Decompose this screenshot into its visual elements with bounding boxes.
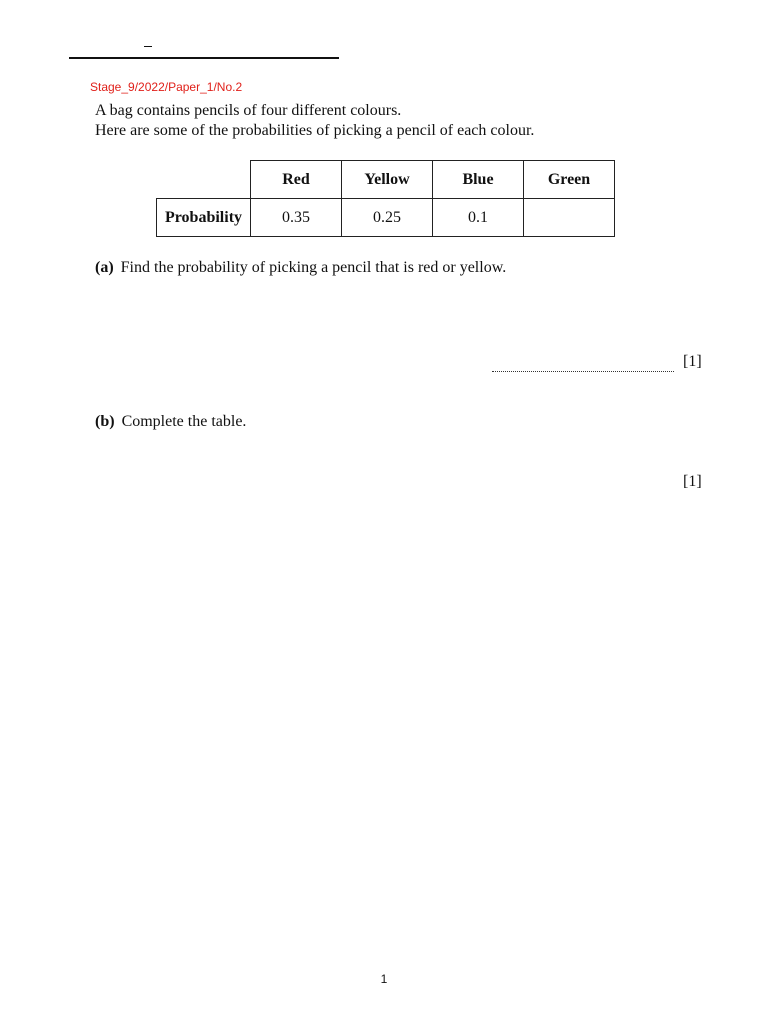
cell-blue-probability: 0.1 (433, 199, 524, 237)
header-dash (144, 46, 152, 47)
question-b-text: Complete the table. (121, 413, 247, 430)
column-header-blue: Blue (433, 161, 524, 199)
header-rule (69, 57, 339, 59)
table-header-row (157, 161, 615, 199)
question-b-label: (b) (95, 413, 115, 430)
question-a-text: Find the probability of picking a pencil that is red or yellow. (120, 259, 507, 276)
column-header-red: Red (251, 161, 342, 199)
question-a (95, 259, 506, 277)
intro-line-2: Here are some of the probabilities of picking a pencil of each colour. (95, 122, 535, 139)
question-a-label: (a) (95, 259, 114, 276)
probability-table (156, 160, 615, 237)
marks-b: [1] (683, 473, 702, 490)
table-corner-cell (157, 161, 251, 199)
table-row (157, 199, 615, 237)
cell-red-probability: 0.35 (251, 199, 342, 237)
cell-yellow-probability: 0.25 (342, 199, 433, 237)
question-reference: Stage_9/2022/Paper_1/No.2 (90, 80, 243, 94)
column-header-yellow: Yellow (342, 161, 433, 199)
cell-green-probability[interactable] (524, 199, 615, 237)
intro-line-1: A bag contains pencils of four different colours. (95, 102, 402, 119)
answer-line-a[interactable] (492, 371, 674, 372)
page-number: 1 (380, 972, 388, 986)
row-label-probability: Probability (157, 199, 251, 237)
marks-a: [1] (683, 353, 702, 370)
column-header-green: Green (524, 161, 615, 199)
question-b (95, 413, 246, 431)
